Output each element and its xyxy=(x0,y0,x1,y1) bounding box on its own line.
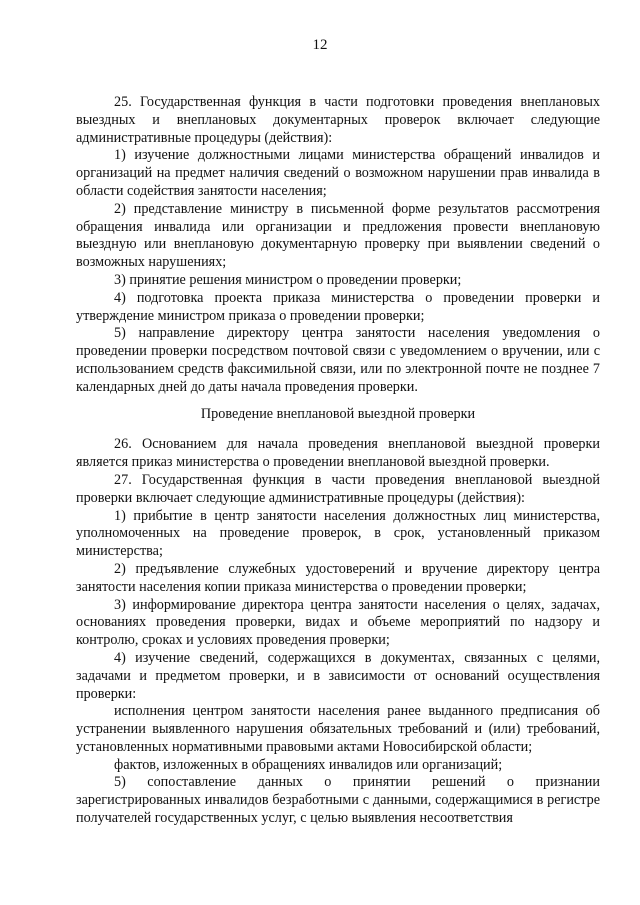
procedure-item-2: 2) предъявление служебных удостоверений и вручение директору центра занятости населения копии приказа министерства о проведении проверки; xyxy=(76,560,600,595)
paragraph-25: 25. Государственная функция в части подготовки проведения внеплановых выездных и внеплановых документарных проверок включает следующие административные процедуры (действия): xyxy=(76,94,600,146)
list-item-4: 4) подготовка проекта приказа министерства о проведении проверки и утверждение министром приказа о проведении проверки; xyxy=(76,289,600,324)
paragraph-27: 27. Государственная функция в части проведения внеплановой выездной проверки включает следующие административные процедуры (действия): xyxy=(76,471,600,506)
procedure-item-1: 1) прибытие в центр занятости населения должностных лиц министерства, уполномоченных на проведение проверок, в срок, установленный приказом министерства; xyxy=(76,507,600,560)
procedure-item-5: 5) сопоставление данных о принятии решений о признании зарегистрированных инвалидов безработными с данными, содержащимися в регистре получателей государственных услуг, с целью выявления несоответствия xyxy=(76,774,600,827)
procedure-sub-item-prescription: исполнения центром занятости населения ранее выданного предписания об устранении выявленного нарушения обязательных требований и (или) требований, установленных нормативными правовыми актами Новосибирской области; xyxy=(76,703,600,755)
list-item-3: 3) принятие решения министром о проведении проверки; xyxy=(114,271,462,288)
document-body xyxy=(76,94,600,828)
paragraph-26: 26. Основанием для начала проведения внеплановой выездной проверки является приказ министерства о проведении внеплановой выездной проверки. xyxy=(76,436,600,471)
procedure-sub-item-facts: фактов, изложенных в обращениях инвалидов или организаций; xyxy=(114,756,503,773)
list-item-1: 1) изучение должностными лицами министерства обращений инвалидов и организаций на предмет наличия сведений о возможном нарушении прав инвалида в области содействия занятости населения; xyxy=(76,147,600,199)
list-item-5: 5) направление директору центра занятости населения уведомления о проведении проверки посредством почтовой связи с уведомлением о вручении, или с использованием средств факсимильной связи, или по электронной почте не позднее 7 календарных дней до даты начала проведения проверки. xyxy=(76,325,600,395)
procedure-item-4: 4) изучение сведений, содержащихся в документах, связанных с целями, задачами и предметом проверки, и в зависимости от оснований осуществления проверки: xyxy=(76,649,600,702)
list-item-2: 2) представление министру в письменной форме результатов рассмотрения обращения инвалида или организации и предложения провести внеплановую выездную или внеплановую документарную проверку при выявлении сведений о возможных нарушениях; xyxy=(76,200,600,271)
section-heading: Проведение внеплановой выездной проверки xyxy=(200,405,476,422)
page-number: 12 xyxy=(312,37,328,53)
procedure-item-3: 3) информирование директора центра занятости населения о целях, задачах, основаниях проведения проверки, видах и объеме мероприятий по надзору и контролю, сроках и условиях проведения проверки; xyxy=(76,596,600,649)
